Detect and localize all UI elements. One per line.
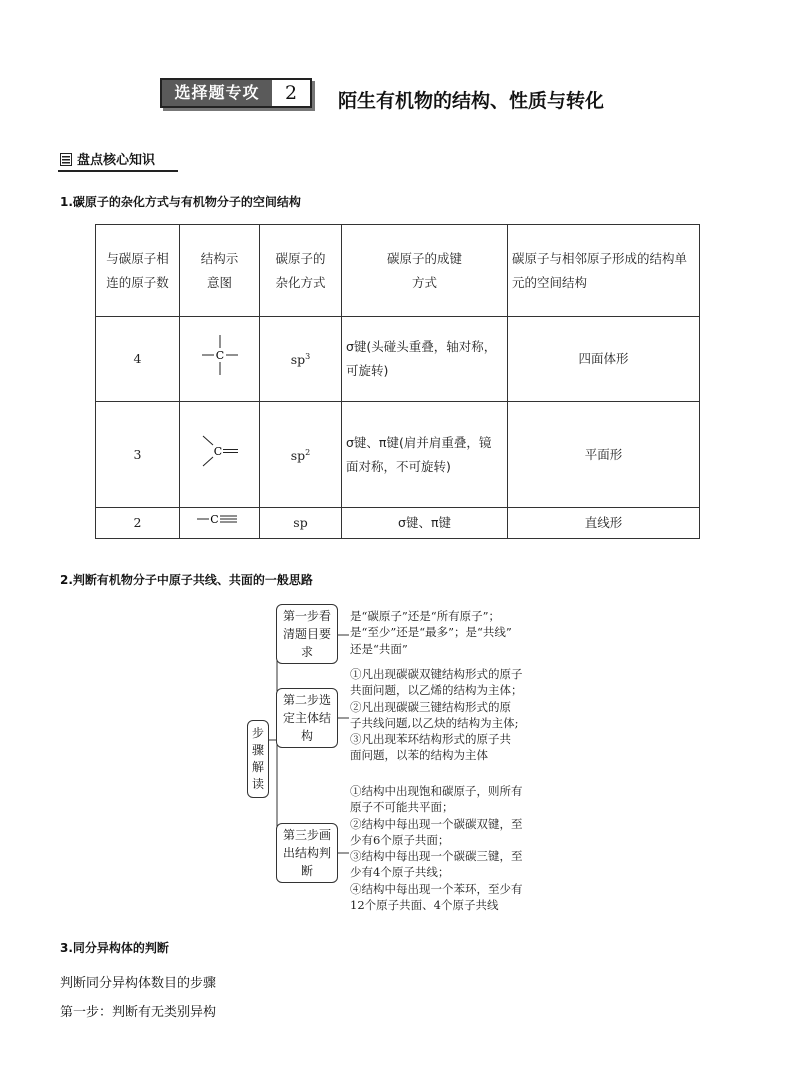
desc-line: 少有6个原子共面； (350, 832, 450, 847)
desc-line: ③结构中每出现一个碳碳三键，至 (350, 849, 523, 864)
header-cell: 碳原子的杂化方式 (260, 225, 342, 317)
desc-line: ④结构中每出现一个苯环，至少有 (350, 881, 523, 896)
header-cell: 碳原子与相邻原子形成的结构单元的空间结构 (508, 225, 700, 317)
table-row (96, 508, 700, 539)
header-cell: 碳原子的成键方式 (342, 225, 508, 317)
badge-number: 2 (284, 82, 298, 104)
carbon-label: C (215, 349, 224, 362)
desc-line: ③凡出现苯环结构形式的原子共 (350, 732, 511, 747)
document-icon (60, 153, 72, 166)
section-title: 盘点核心知识 (77, 153, 156, 168)
hybrid-cell: sp (260, 508, 342, 539)
desc-line: 是“碳原子”还是“所有原子”； (350, 609, 501, 623)
step-box-1: 第一步看清题目要求 (276, 604, 338, 664)
linear-carbon-diagram (195, 511, 245, 527)
desc-line: 共面问题，以乙烯的结构为主体； (350, 683, 523, 698)
table-row (96, 402, 700, 508)
structure-diagram-cell (180, 508, 260, 539)
desc-line: 是“至少”还是“最多”；是“共线” (350, 625, 512, 640)
atom-count-cell: 4 (96, 317, 180, 402)
step-2-description (350, 666, 523, 764)
page-title: 陌生有机物的结构、性质与转化 (338, 90, 605, 112)
desc-line: ②凡出现碳碳三键结构形式的原 (350, 699, 511, 714)
hybridization-table (95, 224, 700, 539)
header-cell: 与碳原子相连的原子数 (96, 225, 180, 317)
hybrid-cell: $sp^3$ (260, 317, 342, 402)
step-3-description (350, 783, 523, 913)
desc-line: ①结构中出现饱和碳原子，则所有 (350, 784, 523, 798)
shape-cell: 直线形 (508, 508, 700, 539)
hybrid-cell: $sp^2$ (260, 402, 342, 508)
shape-cell: 平面形 (508, 402, 700, 508)
desc-line: 面问题，以苯的结构为主体 (350, 748, 488, 763)
isomer-step-one: 第一步：判断有无类别异构 (60, 1005, 217, 1020)
atom-count-cell: 2 (96, 508, 180, 539)
step-1-description (350, 608, 512, 657)
step-box-2: 第二步选定主体结构 (276, 688, 338, 748)
trigonal-carbon-diagram (198, 429, 242, 473)
section-divider (58, 170, 178, 172)
table-header-row (96, 225, 700, 317)
step-box-3: 第三步画出结构判断 (276, 823, 338, 883)
desc-line: 子共线问题,以乙炔的结构为主体; (350, 715, 519, 730)
heading-coplanar: 2.判断有机物分子中原子共线、共面的一般思路 (60, 573, 313, 587)
header-cell: 结构示意图 (180, 225, 260, 317)
bond-type-cell: σ键、π键 (342, 508, 508, 539)
root-steps-box: 步骤解读 (247, 720, 269, 798)
tetrahedral-carbon-diagram (200, 333, 240, 377)
desc-line: 12个原子共面、4个原子共线 (350, 898, 499, 913)
carbon-label: C (213, 444, 222, 458)
desc-line: 少有4个原子共线； (350, 865, 450, 880)
desc-line: 原子不可能共平面； (350, 800, 454, 815)
carbon-label: C (209, 513, 219, 526)
desc-line: ②结构中每出现一个碳碳双键，至 (350, 816, 523, 831)
structure-diagram-cell (180, 402, 260, 508)
badge-label: 选择题专攻 (162, 80, 272, 106)
topic-badge (160, 78, 312, 108)
shape-cell: 四面体形 (508, 317, 700, 402)
desc-line: ①凡出现碳碳双键结构形式的原子 (350, 667, 523, 681)
isomer-steps-intro: 判断同分异构体数目的步骤 (60, 976, 217, 991)
heading-isomers: 3.同分异构体的判断 (60, 941, 169, 955)
structure-diagram-cell (180, 317, 260, 402)
atom-count-cell: 3 (96, 402, 180, 508)
table-row (96, 317, 700, 402)
bond-type-cell: σ键、π键(肩并肩重叠，镜面对称，不可旋转) (342, 402, 508, 508)
bond-type-cell: σ键(头碰头重叠，轴对称，可旋转) (342, 317, 508, 402)
heading-hybridization: 1.碳原子的杂化方式与有机物分子的空间结构 (60, 195, 301, 209)
desc-line: 还是“共面” (350, 641, 408, 656)
